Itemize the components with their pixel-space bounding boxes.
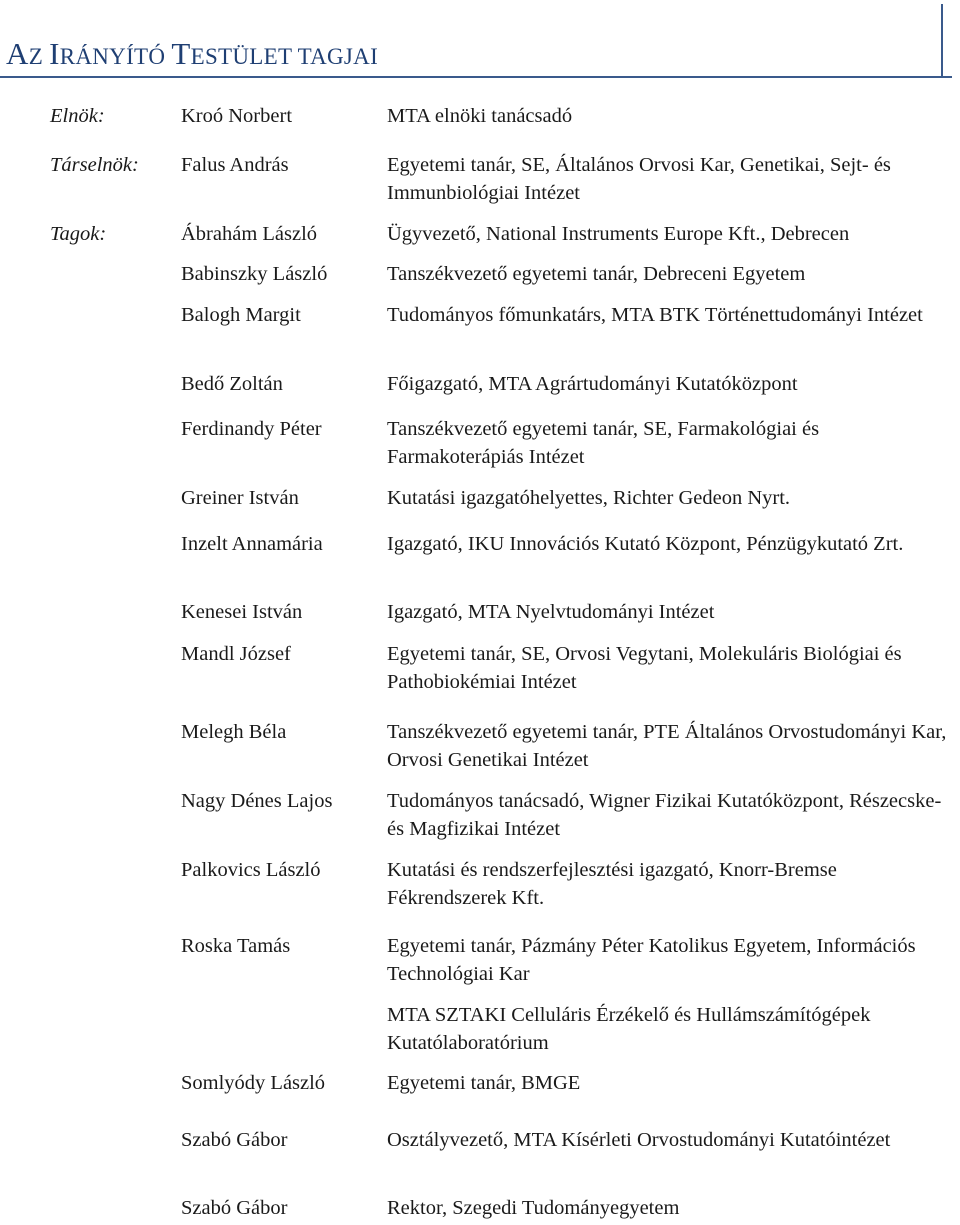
member-position: Főigazgató, MTA Agrártudományi Kutatóközpont bbox=[387, 373, 798, 395]
page-header bbox=[0, 0, 952, 78]
page-title bbox=[6, 36, 378, 72]
member-name: Somlyódy László bbox=[181, 1072, 326, 1094]
member-position: Tanszékvezető egyetemi tanár, SE, Farmakológiai és Farmakoterápiás Intézet bbox=[387, 418, 820, 468]
member-name: Roska Tamás bbox=[181, 935, 291, 957]
title-initial: A bbox=[6, 36, 29, 71]
member-position: Tanszékvezető egyetemi tanár, PTE Általános Orvostudományi Kar, Orvosi Genetikai Intézet bbox=[387, 721, 947, 771]
member-position: Kutatási igazgatóhelyettes, Richter Gedeon Nyrt. bbox=[387, 487, 791, 509]
title-word: Z bbox=[28, 44, 50, 69]
member-position: MTA elnöki tanácsadó bbox=[387, 105, 573, 127]
member-name: Babinszky László bbox=[181, 263, 328, 285]
member-position: Igazgató, MTA Nyelvtudományi Intézet bbox=[387, 601, 715, 623]
member-name: Szabó Gábor bbox=[181, 1197, 288, 1219]
role-label: Társelnök: bbox=[50, 154, 139, 176]
member-name: Greiner István bbox=[181, 487, 299, 509]
member-name: Bedő Zoltán bbox=[181, 373, 283, 395]
member-name: Inzelt Annamária bbox=[181, 533, 323, 555]
member-position: Tudományos tanácsadó, Wigner Fizikai Kutatóközpont, Részecske- és Magfizikai Intézet bbox=[387, 790, 942, 840]
member-name: Melegh Béla bbox=[181, 721, 287, 743]
member-name: Palkovics László bbox=[181, 859, 321, 881]
member-position: Kutatási és rendszerfejlesztési igazgató, Knorr-Bremse Fékrendszerek Kft. bbox=[387, 859, 837, 909]
member-name: Szabó Gábor bbox=[181, 1129, 288, 1151]
title-word: ESTÜLET TAGJAI bbox=[190, 44, 379, 69]
title-initial: I bbox=[49, 36, 60, 71]
member-name: Falus András bbox=[181, 154, 289, 176]
member-position: Ügyvezető, National Instruments Europe Kft., Debrecen bbox=[387, 223, 850, 245]
member-position: Egyetemi tanár, Pázmány Péter Katolikus Egyetem, Információs Technológiai Kar bbox=[387, 935, 916, 985]
member-position: Rektor, Szegedi Tudományegyetem bbox=[387, 1197, 680, 1219]
member-name: Balogh Margit bbox=[181, 304, 301, 326]
member-name: Mandl József bbox=[181, 643, 291, 665]
member-position: Egyetemi tanár, SE, Orvosi Vegytani, Molekuláris Biológiai és Pathobiokémiai Intézet bbox=[387, 643, 902, 693]
member-name: Nagy Dénes Lajos bbox=[181, 790, 333, 812]
member-position: Egyetemi tanár, BMGE bbox=[387, 1072, 581, 1094]
member-name: Kenesei István bbox=[181, 601, 303, 623]
role-label: Tagok: bbox=[50, 223, 107, 245]
member-position: Tudományos főmunkatárs, MTA BTK Történettudományi Intézet bbox=[387, 304, 923, 326]
member-position: Tanszékvezető egyetemi tanár, Debreceni Egyetem bbox=[387, 263, 806, 285]
member-name: Ábrahám László bbox=[181, 223, 318, 245]
member-position: Osztályvezető, MTA Kísérleti Orvostudományi Kutatóintézet bbox=[387, 1129, 891, 1151]
member-position: Igazgató, IKU Innovációs Kutató Központ, Pénzügykutató Zrt. bbox=[387, 533, 904, 555]
member-name: Kroó Norbert bbox=[181, 105, 293, 127]
title-word: RÁNYÍTÓ bbox=[59, 44, 172, 69]
member-position: MTA SZTAKI Celluláris Érzékelő és Hullámszámítógépek Kutatólaboratórium bbox=[387, 1004, 871, 1054]
member-position: Egyetemi tanár, SE, Általános Orvosi Kar, Genetikai, Sejt- és Immunbiológiai Intézet bbox=[387, 154, 891, 204]
header-vertical-rule bbox=[941, 4, 943, 76]
title-initial: T bbox=[171, 36, 191, 71]
role-label: Elnök: bbox=[50, 105, 105, 127]
member-name: Ferdinandy Péter bbox=[181, 418, 322, 440]
